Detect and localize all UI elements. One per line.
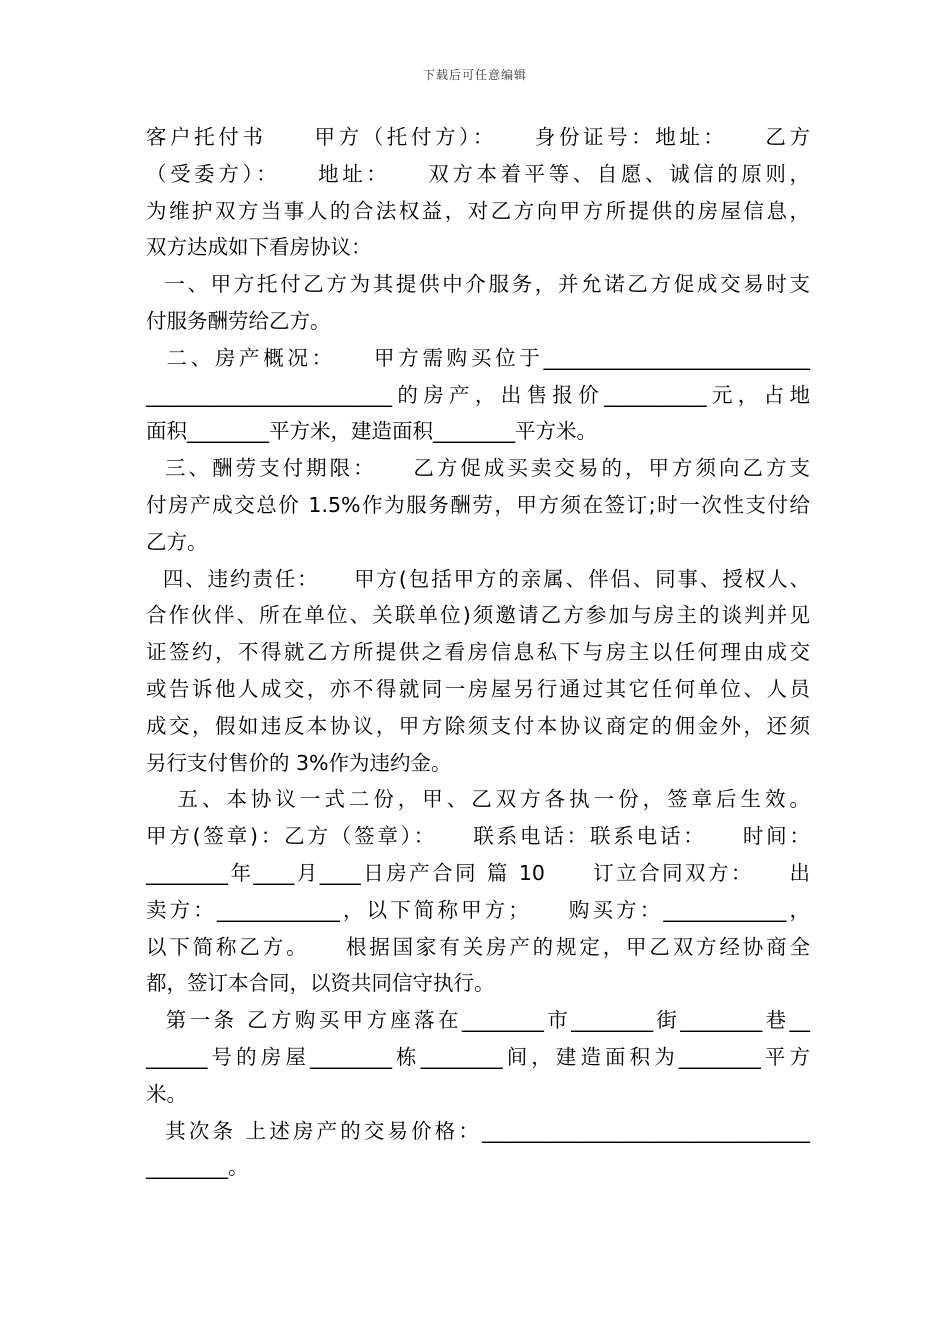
document-line: 付服务酬劳给乙方。 (146, 308, 331, 333)
document-line: 证签约，不得就乙方所提供之看房信息私下与房主以任何理由成交 (146, 640, 810, 665)
document-line: 另行支付售价的 3%作为违约金。 (146, 750, 452, 775)
document-line: 以下简称乙方。 根据国家有关房产的规定，甲乙双方经协商全 (146, 934, 810, 959)
document-line: 合作伙伴、所在单位、关联单位)须邀请乙方参加与房主的谈判并见 (146, 603, 810, 628)
document-line: 都，签订本合同，以资共同信守执行。 (146, 971, 495, 996)
document-line: 乙方。 (146, 529, 208, 554)
document-line: 面积________平方米，建造面积________平方米。 (146, 419, 597, 444)
document-line: 其次条 上述房产的交易价格：________________________________ (146, 1118, 810, 1143)
page-header: 下载后可任意编辑 (422, 68, 527, 82)
document-line: 甲方(签章)：乙方（签章）： 联系电话：联系电话： 时间： (146, 824, 810, 849)
document-line: 三、酬劳支付期限： 乙方促成买卖交易的，甲方须向乙方支 (146, 456, 810, 481)
document-line: 米。 (146, 1081, 187, 1106)
document-line: 一、甲方托付乙方为其提供中介服务，并允诺乙方促成交易时支 (146, 272, 810, 297)
document-line: 卖方：____________，以下简称甲方； 购买方：____________， (146, 897, 810, 922)
document-line: （受委方）： 地址： 双方本着平等、自愿、诚信的原则， (146, 161, 810, 186)
document-line: 成交，假如违反本协议，甲方除须支付本协议商定的佣金外，还须 (146, 713, 810, 738)
document-line: 五、本协议一式二份，甲、乙双方各执一份，签章后生效。 (146, 787, 810, 812)
document-line: 付房产成交总价 1.5%作为服务酬劳，甲方须在签订;时一次性支付给 (146, 492, 810, 517)
document-line: ________。 (146, 1155, 249, 1180)
document-line: 或告诉他人成交，亦不得就同一房屋另行通过其它任何单位、人员 (146, 676, 810, 701)
document-line: ______号的房屋________栋________间，建造面积为________平方 (146, 1044, 810, 1069)
document-line: ________年____月____日房产合同 篇 10 订立合同双方： 出 (146, 860, 810, 885)
document-line: 二、房产概况： 甲方需购买位于__________________________ (146, 345, 810, 370)
document-body (146, 119, 810, 1186)
document-line: 第一条 乙方购买甲方座落在________市________街________巷__ (146, 1008, 810, 1033)
document-line: 双方达成如下看房协议： (146, 235, 372, 260)
document-line: 客户托付书 甲方（托付方）： 身份证号：地址： 乙方 (146, 125, 810, 149)
document-line: 四、违约责任： 甲方(包括甲方的亲属、伴侣、同事、授权人、 (146, 566, 810, 591)
document-line: 为维护双方当事人的合法权益，对乙方向甲方所提供的房屋信息， (146, 198, 810, 223)
document-line: ________________________的房产，出售报价__________元，占地 (146, 382, 810, 407)
